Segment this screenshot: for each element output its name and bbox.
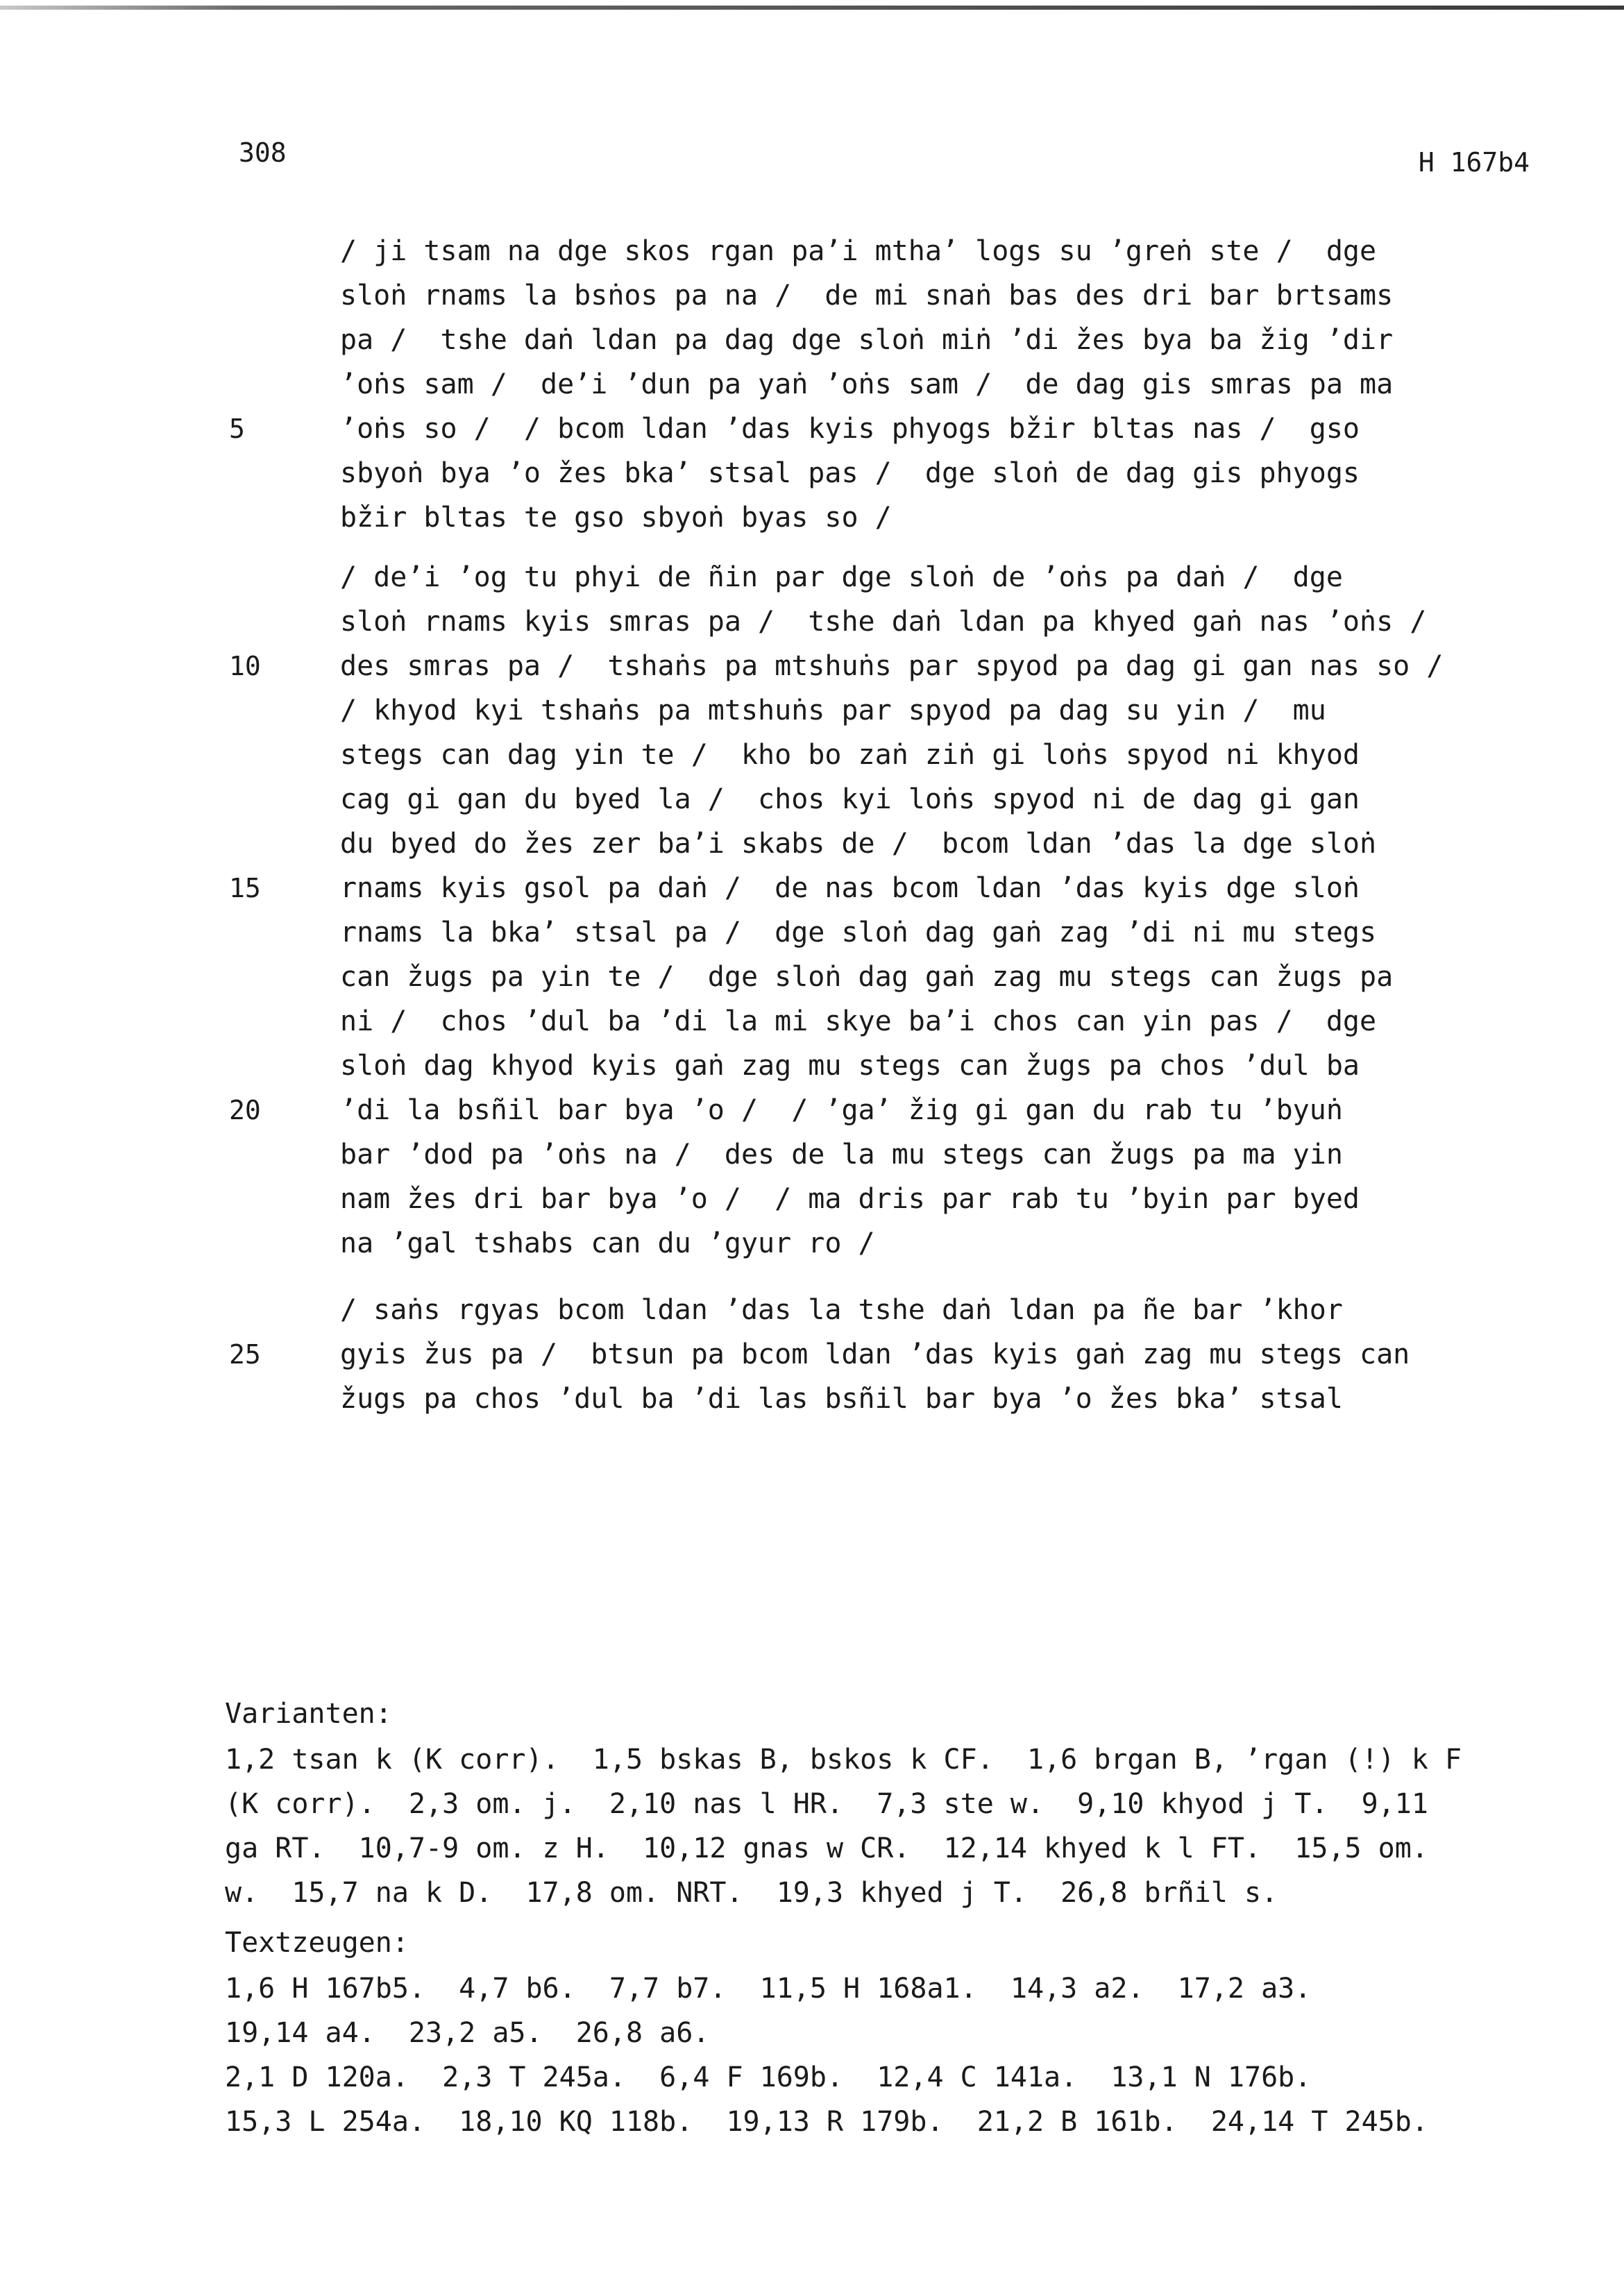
line-text: sbyoṅ bya ’o žes bka’ stsal pas / dge sloṅ de dag gis phyogs	[340, 457, 1360, 489]
line-text: des smras pa / tshaṅs pa mtshuṅs par spyod pa dag gi gan nas so /	[340, 650, 1444, 682]
text-line	[340, 822, 1534, 866]
line-text: / ji tsam na dge skos rgan pa’i mtha’ logs su ’greṅ ste / dge	[340, 235, 1377, 267]
line-text: sloṅ dag khyod kyis gaṅ zag mu stegs can žugs pa chos ’dul ba	[340, 1050, 1360, 1082]
line-text: na ’gal tshabs can du ’gyur ro /	[340, 1227, 875, 1259]
text-line	[340, 451, 1534, 495]
text-line	[340, 1221, 1534, 1266]
text-line	[229, 1332, 1534, 1377]
witnesses-heading: Textzeugen:	[225, 1927, 409, 1959]
paragraph	[229, 555, 1534, 1266]
line-text: ni / chos ’dul ba ’di la mi skye ba’i chos can yin pas / dge	[340, 1005, 1377, 1037]
line-text: rnams kyis gsol pa daṅ / de nas bcom ldan ’das kyis dge sloṅ	[340, 872, 1360, 904]
variant-line: ga RT. 10,7-9 om. z H. 10,12 gnas w CR. 12,14 khyed k l FT. 15,5 om.	[225, 1832, 1428, 1864]
text-line	[340, 599, 1534, 644]
line-text: ’oṅs so / / bcom ldan ’das kyis phyogs bžir bltas nas / gso	[340, 413, 1360, 445]
line-text: du byed do žes zer ba’i skabs de / bcom ldan ’das la dge sloṅ	[340, 828, 1377, 860]
text-line	[340, 555, 1534, 599]
text-line	[340, 910, 1534, 955]
witness-line: 15,3 L 254a. 18,10 KQ 118b. 19,13 R 179b. 21,2 B 161b. 24,14 T 245b.	[225, 2106, 1428, 2138]
text-line	[340, 229, 1534, 273]
text-line	[340, 733, 1534, 777]
text-line	[340, 955, 1534, 999]
witnesses-list	[225, 1966, 1543, 2144]
text-line	[340, 1177, 1534, 1221]
text-line	[340, 999, 1534, 1044]
text-line	[229, 407, 1534, 451]
text-line	[340, 1044, 1534, 1088]
page-number: 308	[239, 137, 287, 168]
text-line	[340, 362, 1534, 407]
variant-line: 1,2 tsan k (K corr). 1,5 bskas B, bskos k CF. 1,6 brgan B, ’rgan (!) k F	[225, 1744, 1462, 1776]
scan-top-edge	[0, 6, 1624, 10]
paragraph	[229, 1288, 1534, 1421]
line-number: 15	[229, 873, 261, 903]
line-number: 25	[229, 1339, 261, 1370]
line-text: can žugs pa yin te / dge sloṅ dag gaṅ zag mu stegs can žugs pa	[340, 961, 1394, 993]
line-number: 5	[229, 414, 245, 444]
text-line	[340, 1132, 1534, 1177]
line-text: bžir bltas te gso sbyoṅ byas so /	[340, 502, 892, 534]
text-line	[340, 495, 1534, 540]
text-line	[340, 1377, 1534, 1421]
text-line	[340, 777, 1534, 822]
line-number: 10	[229, 651, 261, 681]
text-line	[340, 318, 1534, 362]
line-text: gyis žus pa / btsun pa bcom ldan ’das kyis gaṅ zag mu stegs can	[340, 1338, 1410, 1370]
witness-line: 1,6 H 167b5. 4,7 b6. 7,7 b7. 11,5 H 168a1. 14,3 a2. 17,2 a3.	[225, 1973, 1312, 2005]
line-text: žugs pa chos ’dul ba ’di las bsñil bar bya ’o žes bka’ stsal	[340, 1383, 1343, 1415]
line-text: ’di la bsñil bar bya ’o / / ’ga’ žig gi gan du rab tu ’byuṅ	[340, 1094, 1343, 1126]
text-line	[340, 273, 1534, 318]
text-line	[340, 1288, 1534, 1332]
line-text: stegs can dag yin te / kho bo zaṅ ziṅ gi loṅs spyod ni khyod	[340, 739, 1360, 771]
paragraph	[229, 229, 1534, 540]
critical-apparatus	[225, 1693, 1543, 2144]
text-line	[229, 1088, 1534, 1132]
variant-line: (K corr). 2,3 om. j. 2,10 nas l HR. 7,3 ste w. 9,10 khyod j T. 9,11	[225, 1788, 1428, 1820]
variants-heading: Varianten:	[225, 1698, 392, 1730]
text-line	[229, 644, 1534, 688]
line-text: cag gi gan du byed la / chos kyi loṅs spyod ni de dag gi gan	[340, 783, 1360, 815]
text-line	[340, 688, 1534, 733]
line-text: bar ’dod pa ’oṅs na / des de la mu stegs can žugs pa ma yin	[340, 1139, 1343, 1171]
line-text: ’oṅs sam / de’i ’dun pa yaṅ ’oṅs sam / de dag gis smras pa ma	[340, 368, 1394, 400]
line-text: / saṅs rgyas bcom ldan ’das la tshe daṅ ldan pa ñe bar ’khor	[340, 1294, 1343, 1326]
line-text: sloṅ rnams la bsṅos pa na / de mi snaṅ bas des dri bar brtsams	[340, 280, 1394, 312]
variants-list	[225, 1737, 1543, 1915]
line-text: / de’i ’og tu phyi de ñin par dge sloṅ de ’oṅs pa daṅ / dge	[340, 561, 1343, 593]
witness-line: 2,1 D 120a. 2,3 T 245a. 6,4 F 169b. 12,4 C 141a. 13,1 N 176b.	[225, 2061, 1312, 2093]
line-number: 20	[229, 1095, 261, 1125]
variant-line: w. 15,7 na k D. 17,8 om. NRT. 19,3 khyed j T. 26,8 brñil s.	[225, 1877, 1278, 1909]
line-text: sloṅ rnams kyis smras pa / tshe daṅ ldan pa khyed gaṅ nas ’oṅs /	[340, 606, 1427, 638]
text-line	[229, 866, 1534, 910]
witness-line: 19,14 a4. 23,2 a5. 26,8 a6.	[225, 2017, 710, 2049]
folio-reference: H 167b4	[1418, 147, 1530, 178]
line-text: pa / tshe daṅ ldan pa dag dge sloṅ miṅ ’di žes bya ba žig ’dir	[340, 324, 1394, 356]
line-text: / khyod kyi tshaṅs pa mtshuṅs par spyod pa dag su yin / mu	[340, 695, 1326, 726]
line-text: nam žes dri bar bya ’o / / ma dris par rab tu ’byin par byed	[340, 1183, 1360, 1215]
line-text: rnams la bka’ stsal pa / dge sloṅ dag gaṅ zag ’di ni mu stegs	[340, 917, 1377, 949]
